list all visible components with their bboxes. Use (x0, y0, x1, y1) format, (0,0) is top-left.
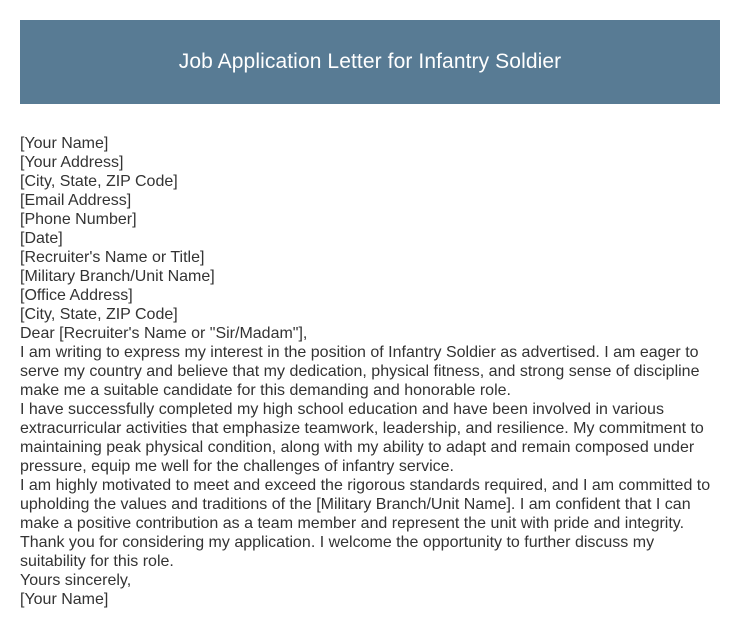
recipient-city-state-zip: [City, State, ZIP Code] (20, 306, 178, 323)
salutation: Dear [Recruiter's Name or "Sir/Madam"], (20, 325, 308, 342)
closing: Yours sincerely, (20, 572, 132, 589)
letter-body (20, 134, 720, 609)
sender-phone: [Phone Number] (20, 211, 137, 228)
paragraph-background: I have successfully completed my high school education and have been involved in various extracurricular activities that emphasize teamwork, leadership, and resilience. My commitment to maintaining peak physical condition, along with my ability to adapt and remain composed under pressure, equip me well for the challenges of infantry service. (20, 401, 704, 475)
paragraph-interest: I am writing to express my interest in the position of Infantry Soldier as advertised. I am eager to serve my country and believe that my dedication, physical fitness, and strong sense of discipline make me a suitable candidate for this demanding and honorable role. (20, 344, 700, 399)
paragraph-motivation: I am highly motivated to meet and exceed the rigorous standards required, and I am committed to upholding the values and traditions of the [Military Branch/Unit Name]. I am confident that I can make a positive contribution as a team member and represent the unit with pride and integrity. (20, 477, 711, 532)
sender-city-state-zip: [City, State, ZIP Code] (20, 173, 178, 190)
recipient-name: [Recruiter's Name or Title] (20, 249, 205, 266)
title-banner (20, 20, 720, 104)
signature: [Your Name] (20, 591, 109, 608)
paragraph-thanks: Thank you for considering my application. I welcome the opportunity to further discuss my suitability for this role. (20, 534, 655, 570)
sender-email: [Email Address] (20, 192, 132, 209)
sender-name: [Your Name] (20, 135, 109, 152)
page-title: Job Application Letter for Infantry Soldier (178, 50, 562, 73)
letter-date: [Date] (20, 230, 63, 247)
recipient-unit: [Military Branch/Unit Name] (20, 268, 215, 285)
recipient-office-address: [Office Address] (20, 287, 133, 304)
sender-address: [Your Address] (20, 154, 124, 171)
